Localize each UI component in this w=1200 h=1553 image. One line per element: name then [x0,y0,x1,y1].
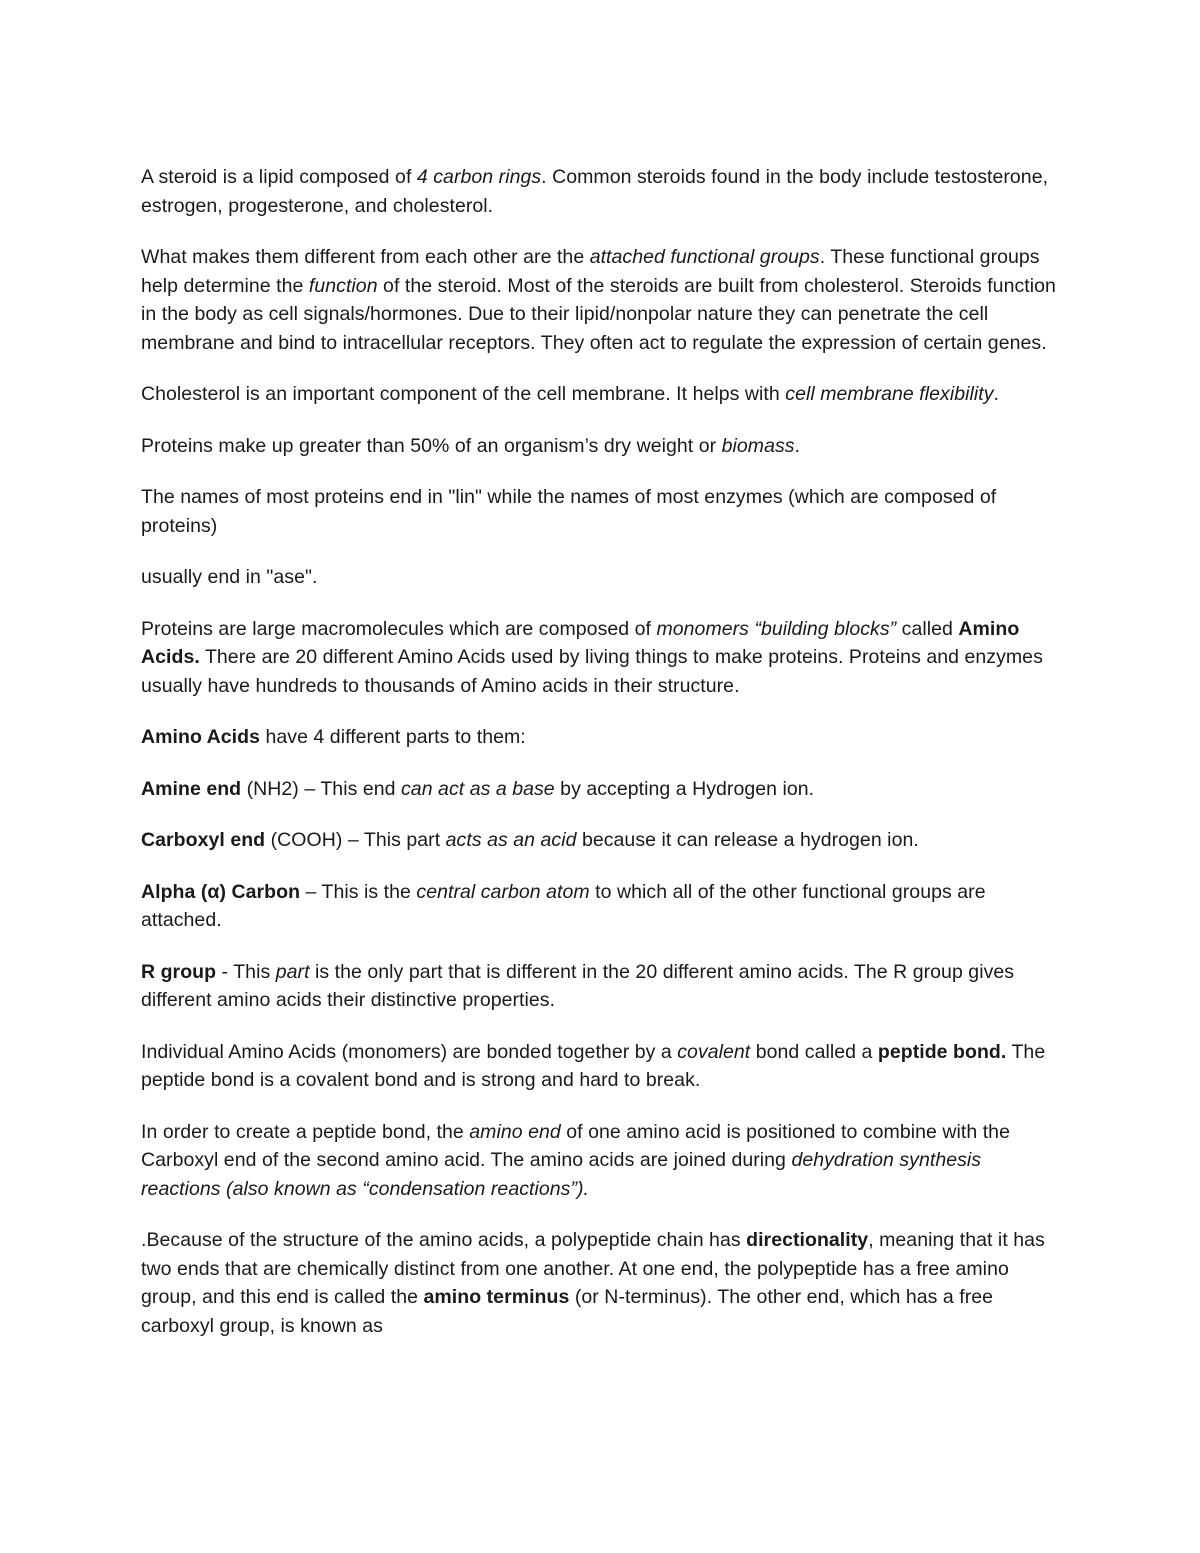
paragraph [141,775,1066,804]
text-run: – This is the [300,880,417,903]
text-run: is the only part that is different in the 20 different amino acids. The R group gives different amino acids their distinctive properties. [141,960,1015,1011]
text-run: of the steroid. Most of the steroids are built from cholesterol. Steroids function in the body as cell signals/hormones. Due to their lipid/nonpolar nature they can penetrate the cell membrane and bind to intracellular receptors. They often act to regulate the expression of certain genes. [141,274,1056,354]
text-run: (NH2) – This end [241,777,401,800]
paragraph [141,723,1066,752]
paragraph [141,878,1066,935]
text-run: . [993,383,999,405]
bold-text: Carboxyl end [141,829,266,851]
italic-text: cell membrane flexibility [785,383,994,405]
text-run: have 4 different parts to them: [260,726,526,748]
bold-text: Alpha (α) Carbon [141,880,301,903]
paragraph [141,1038,1066,1095]
text-run: bond called a [750,1040,878,1063]
italic-text: covalent [677,1040,751,1063]
text-run: called [896,617,959,640]
text-run: A steroid is a lipid composed of [141,166,417,188]
paragraph [141,243,1066,357]
text-run: In order to create a peptide bond, the [141,1120,470,1143]
paragraph [141,432,1066,461]
text-run: .Because of the structure of the amino acids, a polypeptide chain has [141,1229,747,1251]
text-run: (COOH) – This part [265,829,446,851]
text-run: There are 20 different Amino Acids used by living things to make proteins. Proteins and enzymes usually have hundreds to thousands of Amino acids in their structure. [141,646,1043,697]
bold-text: R group [141,960,217,983]
paragraph [141,163,1066,220]
paragraph [141,483,1066,540]
text-run: - This [216,960,276,983]
text-run: . These functional groups help determine the [141,246,1040,297]
text-run: What makes them different from each other are the [141,246,590,268]
italic-text: monomers “building blocks” [656,617,897,640]
text-run: . [794,434,801,457]
bold-text: Amine end [141,777,242,800]
text-run: The names of most proteins end in "lin" while the names of most enzymes (which are composed of proteins) [141,486,997,537]
italic-text: central carbon atom [416,880,590,903]
italic-text: amino end [469,1120,561,1143]
bold-text: Amino Acids. [141,617,1020,668]
text-run: Individual Amino Acids (monomers) are bonded together by a [141,1040,678,1063]
italic-text: attached functional groups [589,246,820,268]
text-run: Proteins make up greater than 50% of an organism’s dry weight or [141,434,722,457]
text-run: because it can release a hydrogen ion. [576,829,919,851]
bold-text: amino terminus [423,1286,570,1308]
bold-text: peptide bond. [877,1040,1007,1063]
paragraph [141,563,1066,592]
text-run: Proteins are large macromolecules which are composed of [141,617,657,640]
text-run: (or N-terminus). The other end, which has a free carboxyl group, is known as [141,1286,994,1337]
italic-text: biomass [721,434,795,457]
italic-text: dehydration synthesis reactions (also known as “condensation reactions”). [141,1149,982,1200]
text-run: . Common steroids found in the body include testosterone, estrogen, progesterone, and cholesterol. [141,166,1049,217]
bold-text: Amino Acids [141,726,261,748]
paragraph [141,615,1066,701]
paragraph [141,1226,1066,1340]
text-run: The peptide bond is a covalent bond and is strong and hard to break. [141,1040,1046,1091]
italic-text: function [308,274,378,297]
paragraph [141,826,1066,855]
italic-text: part [275,960,310,983]
italic-text: acts as an acid [445,829,577,851]
paragraph [141,958,1066,1015]
text-run: Cholesterol is an important component of the cell membrane. It helps with [141,383,786,405]
paragraph [141,380,1066,409]
text-run: , meaning that it has two ends that are chemically distinct from one another. At one end, the polypeptide has a free amino group, and this end is called the [141,1229,1045,1308]
text-run: of one amino acid is positioned to combine with the Carboxyl end of the second amino acid. The amino acids are joined during [141,1120,1010,1171]
text-run: usually end in "ase". [141,566,318,588]
text-run: by accepting a Hydrogen ion. [554,777,815,800]
document-page [141,163,1066,1363]
paragraph [141,1118,1066,1204]
italic-text: can act as a base [401,777,555,800]
italic-text: 4 carbon rings [416,166,542,188]
text-run: to which all of the other functional groups are attached. [141,880,986,931]
bold-text: directionality [746,1229,869,1251]
